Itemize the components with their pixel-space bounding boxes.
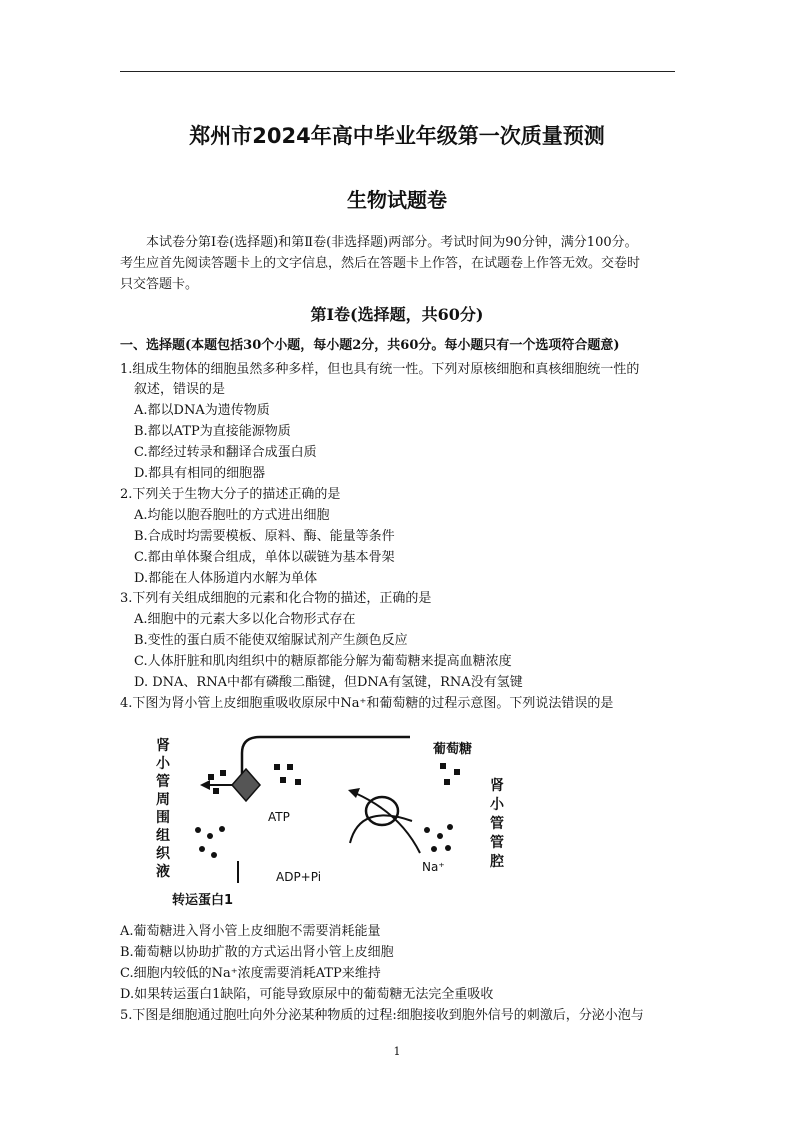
q3-option-c: C.人体肝脏和肌肉组织中的糖原都能分解为葡萄糖来提高血糖浓度 [134,654,512,669]
q3-option-b: B.变性的蛋白质不能使双缩脲试剂产生颜色反应 [134,633,408,648]
label-char: 管 [490,835,504,851]
cell-membrane-curve [242,737,410,785]
q3-option-a: A.细胞中的元素大多以化合物形式存在 [134,612,356,627]
label-char: 管 [490,816,504,832]
sodium-mark [199,846,205,852]
q2-option-a: A.均能以胞吞胞吐的方式进出细胞 [134,508,330,523]
glucose-mark [213,788,219,794]
instructions [120,232,680,295]
q2-stem: 2.下列关于生物大分子的描述正确的是 [120,487,341,502]
instructions-line: 本试卷分第Ⅰ卷(选择题)和第Ⅱ卷(非选择题)两部分。考试时间为90分钟，满分100分。 [146,235,638,250]
q4-option-d: D.如果转运蛋白1缺陷，可能导致原尿中的葡萄糖无法完全重吸收 [120,987,494,1002]
sodium-mark [207,833,213,839]
tubule-lumen-label [490,777,505,870]
adp-label: ADP+Pi [276,870,322,884]
label-char: 小 [156,756,170,772]
q1-option-d: D.都具有相同的细胞器 [134,466,266,481]
q1-option-a: A.都以DNA为遗传物质 [134,403,270,418]
label-char: 小 [490,797,504,813]
q3-stem: 3.下列有关组成细胞的元素和化合物的描述，正确的是 [120,591,432,606]
glucose-mark [280,777,286,783]
glucose-label: 葡萄糖 [433,742,473,757]
q1-stem-cont: 叙述，错误的是 [134,382,226,397]
sodium-mark [219,826,225,832]
label-char: 组 [156,828,170,844]
sodium-mark [195,827,201,833]
sodium-mark [431,846,437,852]
instructions-line: 只交答题卡。 [120,277,199,292]
glucose-mark [274,764,280,770]
q2-option-c: C.都由单体聚合组成，单体以碳链为基本骨架 [134,550,395,565]
sodium-influx-arrow [350,815,412,843]
sodium-mark [437,833,443,839]
page-number: 1 [393,1045,401,1058]
instructions-line: 考生应首先阅读答题卡上的文字信息，然后在答题卡上作答，在试题卷上作答无效。交卷时 [120,256,641,271]
sodium-mark [447,824,453,830]
q4-option-b: B.葡萄糖以协助扩散的方式运出肾小管上皮细胞 [120,945,394,960]
glucose-mark [440,763,446,769]
q3-option-d: D. DNA、RNA中都有磷酸二酯键，但DNA有氢键，RNA没有氢键 [134,675,523,690]
glucose-mark [444,779,450,785]
q4-option-a: A.葡萄糖进入肾小管上皮细胞不需要消耗能量 [120,924,381,939]
label-char: 肾 [490,778,504,794]
interstitial-fluid-label [156,737,171,880]
pump-arrow-head [200,780,210,790]
q2-option-d: D.都能在人体肠道内水解为单体 [134,571,318,586]
glucose-mark [295,779,301,785]
q1-option-b: B.都以ATP为直接能源物质 [134,424,291,439]
sodium-mark [424,827,430,833]
kidney-transport-diagram [150,733,520,913]
exam-title: 郑州市2024年高中毕业年级第一次质量预测 [189,124,605,148]
label-char: 液 [156,864,170,880]
sodium-label: Na⁺ [422,860,445,874]
exam-subtitle: 生物试题卷 [347,188,447,212]
q1-option-c: C.都经过转录和翻译合成蛋白质 [134,445,317,460]
atp-label: ATP [268,810,290,824]
glucose-mark [454,769,460,775]
glucose-mark [220,770,226,776]
q1-stem: 1.组成生物体的细胞虽然多种多样，但也具有统一性。下列对原核细胞和真核细胞统一性的 [120,362,640,377]
part-heading: 一、选择题(本题包括30个小题，每小题2分，共60分。每小题只有一个选项符合题意) [120,338,620,353]
label-char: 围 [156,810,170,826]
cotransport-arrow-head [348,788,360,798]
q5-stem: 5.下图是细胞通过胞吐向外分泌某种物质的过程:细胞接收到胞外信号的刺激后，分泌小泡与 [120,1008,644,1023]
label-char: 织 [156,846,170,862]
sodium-mark [211,852,217,858]
q4-option-c: C.细胞内较低的Na⁺浓度需要消耗ATP来维持 [120,966,381,981]
transport-protein-1 [232,769,260,801]
q2-option-b: B.合成时均需要模板、原料、酶、能量等条件 [134,529,395,544]
header-rule [120,71,675,72]
label-char: 腔 [490,854,504,870]
section-title: 第Ⅰ卷(选择题，共60分) [310,305,484,324]
q4-stem: 4.下图为肾小管上皮细胞重吸收原尿中Na⁺和葡萄糖的过程示意图。下列说法错误的是 [120,696,614,711]
glucose-mark [287,764,293,770]
label-char: 周 [156,792,170,808]
glucose-mark [208,774,214,780]
sodium-mark [445,845,451,851]
protein-label: 转运蛋白1 [172,893,234,908]
label-char: 肾 [156,738,170,754]
label-char: 管 [156,774,170,790]
